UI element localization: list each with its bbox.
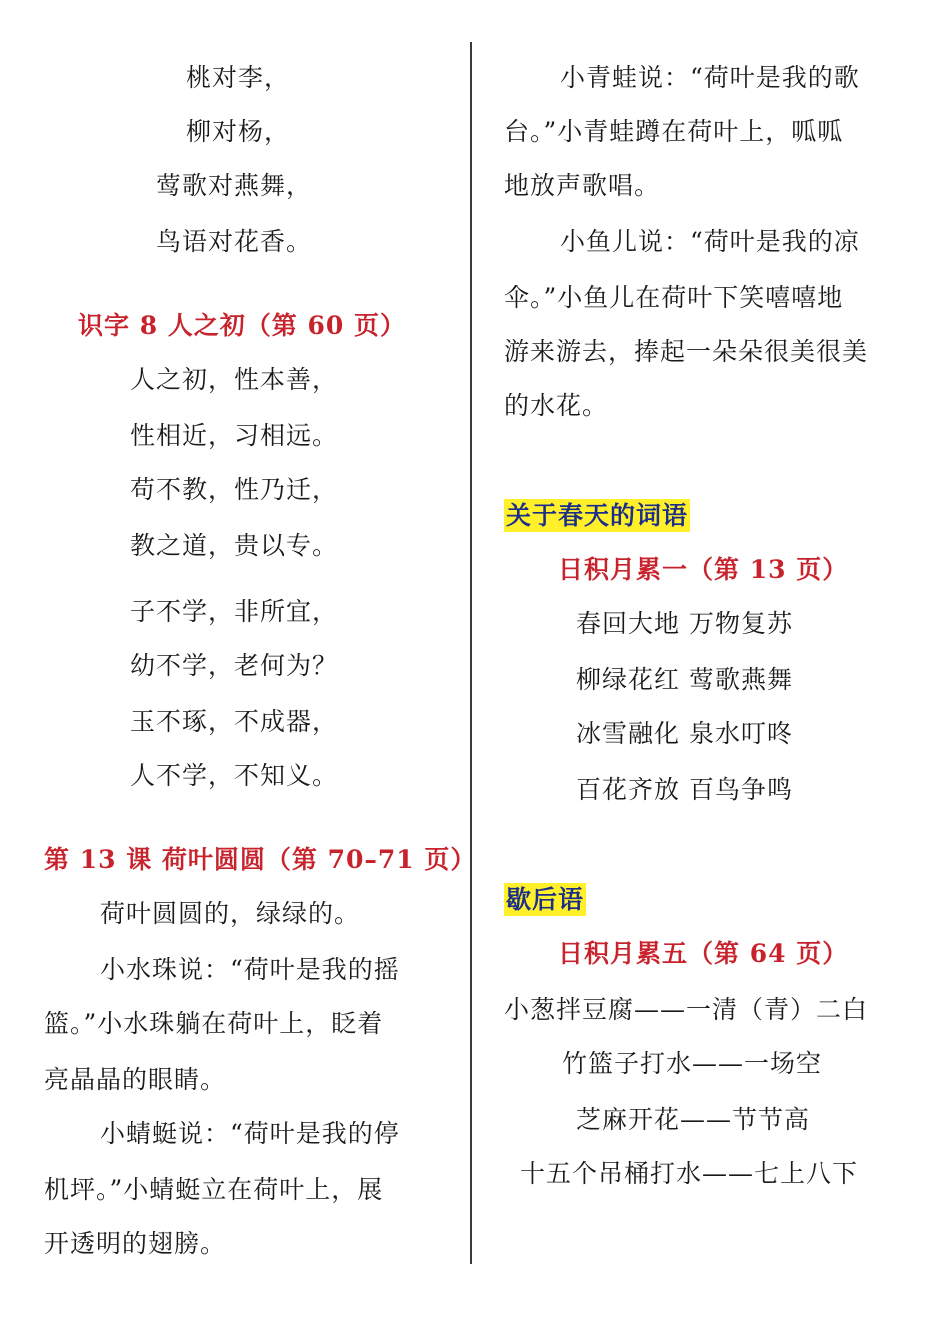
highlight-label: 歇后语 bbox=[506, 885, 585, 914]
highlight-label: 关于春天的词语 bbox=[506, 501, 689, 530]
poem-line: 桃对李， bbox=[186, 63, 291, 92]
verse-line: 玉不琢，不成器， bbox=[130, 707, 339, 736]
saying-line: 芝麻开花——节节高 bbox=[576, 1105, 811, 1134]
word-pair: 百花齐放 百鸟争鸣 bbox=[576, 775, 793, 804]
word-pair: 春回大地 万物复苏 bbox=[576, 609, 793, 638]
saying-line: 竹篮子打水——一场空 bbox=[562, 1049, 823, 1078]
section-title-xiehouyu: 日积月累五（第 64 页） bbox=[558, 939, 849, 968]
text-line: 篮。”小水珠躺在荷叶上，眨着 bbox=[44, 1009, 384, 1038]
section-title-spring: 日积月累一（第 13 页） bbox=[558, 555, 849, 584]
text-line: 小鱼儿说：“荷叶是我的凉 bbox=[560, 227, 860, 256]
verse-line: 子不学，非所宜， bbox=[130, 597, 339, 626]
verse-line: 教之道，贵以专。 bbox=[130, 531, 339, 560]
saying-line: 十五个吊桶打水——七上八下 bbox=[520, 1159, 859, 1188]
word-pair: 柳绿花红 莺歌燕舞 bbox=[576, 665, 793, 694]
verse-line: 性相近，习相远。 bbox=[130, 421, 339, 450]
word-pair: 冰雪融化 泉水叮咚 bbox=[576, 719, 793, 748]
poem-line: 莺歌对燕舞， bbox=[156, 171, 313, 200]
verse-line: 幼不学，老何为？ bbox=[130, 651, 339, 680]
text-line: 台。”小青蛙蹲在荷叶上，呱呱 bbox=[504, 117, 844, 146]
column-divider bbox=[470, 42, 472, 1264]
text-line: 小蜻蜓说：“荷叶是我的停 bbox=[100, 1119, 400, 1148]
lesson-title-heyeyuanyuan: 第 13 课 荷叶圆圆（第 70–71 页） bbox=[44, 845, 477, 874]
verse-line: 人不学，不知义。 bbox=[130, 761, 339, 790]
text-line: 小水珠说：“荷叶是我的摇 bbox=[100, 955, 400, 984]
verse-line: 人之初，性本善， bbox=[130, 365, 339, 394]
section-tag-spring bbox=[504, 500, 690, 532]
text-line: 游来游去，捧起一朵朵很美很美 bbox=[504, 337, 869, 366]
poem-line: 柳对杨， bbox=[186, 117, 291, 146]
text-line: 的水花。 bbox=[504, 391, 609, 420]
section-title-renzhichu: 识字 8 人之初（第 60 页） bbox=[78, 311, 407, 340]
text-line: 机坪。”小蜻蜓立在荷叶上，展 bbox=[44, 1175, 384, 1204]
text-line: 地放声歌唱。 bbox=[504, 171, 661, 200]
text-line: 小青蛙说：“荷叶是我的歌 bbox=[560, 63, 860, 92]
section-tag-xiehouyu bbox=[504, 884, 586, 916]
saying-line: 小葱拌豆腐——一清（青）二白 bbox=[504, 995, 869, 1024]
text-line: 伞。”小鱼儿在荷叶下笑嘻嘻地 bbox=[504, 283, 844, 312]
poem-line: 鸟语对花香。 bbox=[156, 227, 313, 256]
text-line: 荷叶圆圆的，绿绿的。 bbox=[100, 899, 361, 928]
text-line: 亮晶晶的眼睛。 bbox=[44, 1065, 227, 1094]
verse-line: 苟不教，性乃迁， bbox=[130, 475, 339, 504]
text-line: 开透明的翅膀。 bbox=[44, 1229, 227, 1258]
